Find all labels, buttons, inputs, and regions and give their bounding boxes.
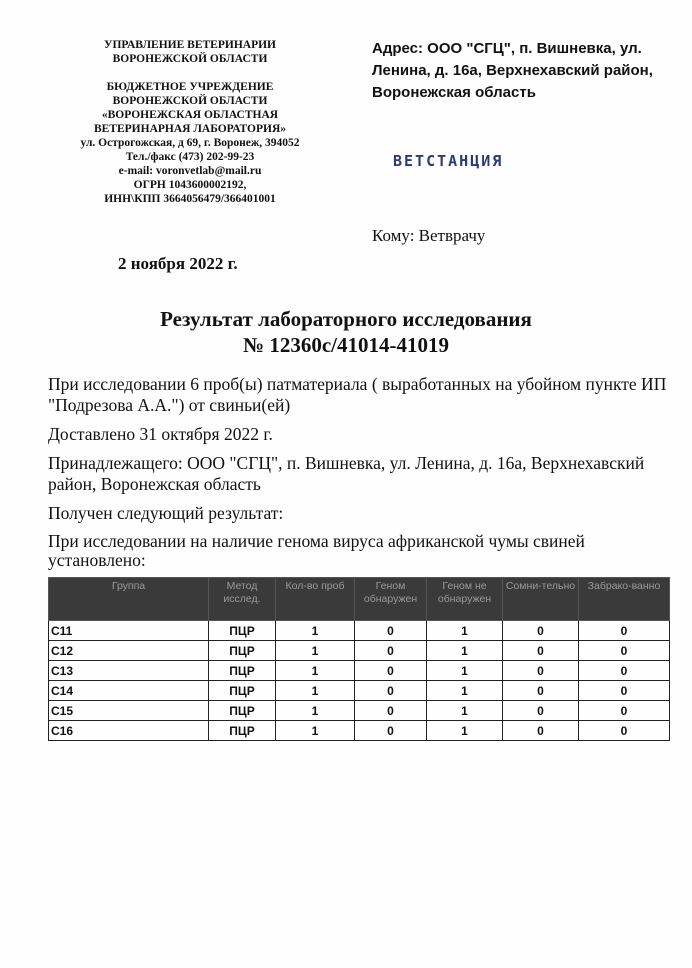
table-cell: С13 xyxy=(49,661,209,681)
table-row xyxy=(49,661,670,681)
table-row xyxy=(49,701,670,721)
sender-line: ВОРОНЕЖСКОЙ ОБЛАСТИ xyxy=(112,53,268,65)
stamp: ВЕТСТАНЦИЯ xyxy=(393,152,504,170)
table-cell: 1 xyxy=(276,681,355,701)
table-cell: 0 xyxy=(579,621,670,641)
sender-line: Тел./факс (473) 202-99-23 xyxy=(125,151,255,163)
table-cell: 1 xyxy=(276,661,355,681)
table-cell: 0 xyxy=(579,641,670,661)
table-cell: 0 xyxy=(355,681,427,701)
table-cell: 0 xyxy=(503,681,579,701)
table-row xyxy=(49,721,670,741)
table-cell: ПЦР xyxy=(209,721,276,741)
table-cell: 1 xyxy=(276,701,355,721)
table-cell: 0 xyxy=(355,621,427,641)
paragraph: Доставлено 31 октября 2022 г. xyxy=(48,424,273,444)
sender-line: ул. Острогожская, д 69, г. Воронеж, 394052 xyxy=(80,137,300,149)
table-cell: ПЦР xyxy=(209,641,276,661)
sender-block xyxy=(40,38,340,206)
table-cell: С14 xyxy=(49,681,209,701)
table-cell: С16 xyxy=(49,721,209,741)
sender-line: БЮДЖЕТНОЕ УЧРЕЖДЕНИЕ xyxy=(106,81,274,93)
document-body xyxy=(48,374,668,578)
sender-line: ОГРН 1043600002192, xyxy=(133,179,247,191)
sender-line: ВОРОНЕЖСКОЙ ОБЛАСТИ xyxy=(112,95,268,107)
column-header: Группа xyxy=(49,578,209,621)
table-cell: 1 xyxy=(427,721,503,741)
sender-line: УПРАВЛЕНИЕ ВЕТЕРИНАРИИ xyxy=(104,39,276,51)
table-cell: 0 xyxy=(579,681,670,701)
table-cell: 0 xyxy=(355,641,427,661)
sender-line: ИНН\КПП 3664056479/366401001 xyxy=(104,193,276,205)
table-cell: 0 xyxy=(503,621,579,641)
table-cell: С12 xyxy=(49,641,209,661)
table-cell: 0 xyxy=(579,661,670,681)
paragraph: Принадлежащего: ООО "СГЦ", п. Вишневка, ул. Ленина, д. 16а, Верхнехавский район, Воронежская область xyxy=(48,453,645,494)
column-header: Сомни-тельно xyxy=(503,578,579,621)
column-header: Геном не обнаружен xyxy=(427,578,503,621)
table-cell: С11 xyxy=(49,621,209,641)
table-cell: 1 xyxy=(427,661,503,681)
paragraph: При исследовании на наличие генома вируса африканской чумы свиней установлено: xyxy=(48,531,585,570)
sender-line: ВЕТЕРИНАРНАЯ ЛАБОРАТОРИЯ» xyxy=(93,123,287,135)
table-cell: ПЦР xyxy=(209,681,276,701)
title-line: Результат лабораторного исследования xyxy=(160,307,532,331)
column-header: Геном обнаружен xyxy=(355,578,427,621)
table-cell: С15 xyxy=(49,701,209,721)
table-cell: 0 xyxy=(503,701,579,721)
document-date: 2 ноября 2022 г. xyxy=(118,254,238,273)
table-cell: 1 xyxy=(276,621,355,641)
table-cell: 1 xyxy=(427,621,503,641)
table-cell: 0 xyxy=(355,661,427,681)
sender-line: «ВОРОНЕЖСКАЯ ОБЛАСТНАЯ xyxy=(101,109,279,121)
table-cell: ПЦР xyxy=(209,701,276,721)
table-cell: 0 xyxy=(355,721,427,741)
document-title xyxy=(0,306,692,358)
table-row xyxy=(49,641,670,661)
recipient: Кому: Ветврачу xyxy=(372,226,486,245)
table-row xyxy=(49,621,670,641)
table-cell: 1 xyxy=(276,641,355,661)
column-header: Метод исслед. xyxy=(209,578,276,621)
paragraph: При исследовании 6 проб(ы) патматериала ( выработанных на убойном пункте ИП "Подрезова А.А.") от свиньи(ей) xyxy=(48,374,667,415)
table-cell: 0 xyxy=(355,701,427,721)
column-header: Кол-во проб xyxy=(276,578,355,621)
table-cell: 1 xyxy=(276,721,355,741)
table-cell: 1 xyxy=(427,681,503,701)
table-cell: 0 xyxy=(503,661,579,681)
document-number: № 12360с/41014-41019 xyxy=(242,333,449,357)
column-header: Забрако-ванно xyxy=(579,578,670,621)
table-cell: 0 xyxy=(503,721,579,741)
paragraph: Получен следующий результат: xyxy=(48,503,284,523)
sender-line: e-mail: voronvetlab@mail.ru xyxy=(118,165,262,177)
results-table xyxy=(48,577,670,741)
recipient-address: Адрес: ООО "СГЦ", п. Вишневка, ул. Ленина, д. 16а, Верхнехавский район, Воронежская область xyxy=(372,40,653,101)
table-cell: 0 xyxy=(579,701,670,721)
table-row xyxy=(49,681,670,701)
table-cell: 1 xyxy=(427,641,503,661)
table-cell: 1 xyxy=(427,701,503,721)
table-cell: ПЦР xyxy=(209,621,276,641)
table-cell: 0 xyxy=(579,721,670,741)
table-cell: 0 xyxy=(503,641,579,661)
table-cell: ПЦР xyxy=(209,661,276,681)
